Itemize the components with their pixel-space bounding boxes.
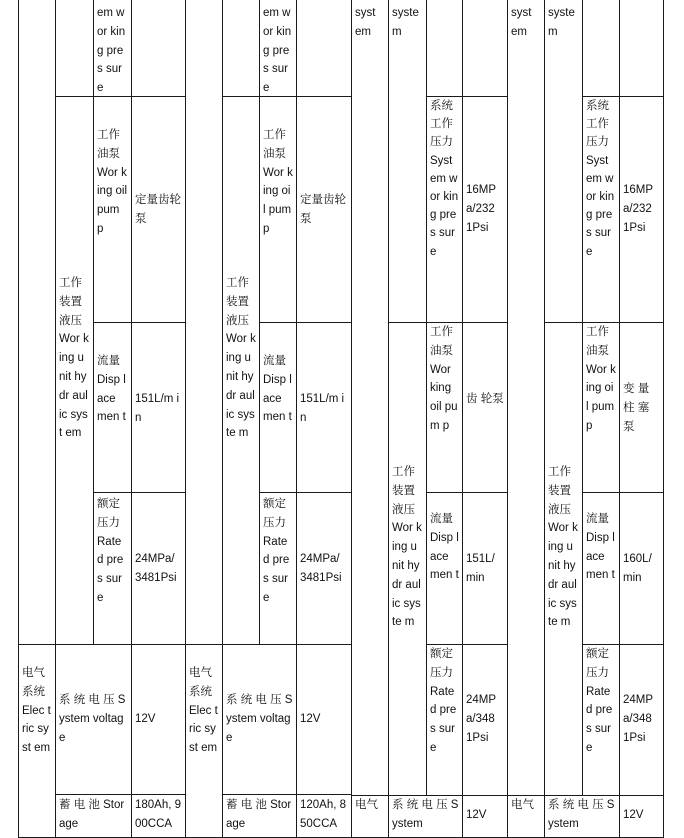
hydraulic-system-cell: 工作装置液压 Wor king unit hydr aulic syst em [55, 96, 94, 645]
electric-system-cell: 电气系统 Elec tric syst em [185, 644, 223, 838]
empty-cell [582, 0, 620, 97]
electric-system-cell: 电气 [351, 795, 389, 838]
hydraulic-system-cell: 工作装置液压 Wor king unit hydr aulic syste m [544, 322, 583, 796]
battery-value-cell: 180Ah, 900CCA [131, 794, 186, 838]
system-voltage-label-cell: 系 统 电 压 System voltage [222, 644, 297, 795]
empty-cell [296, 0, 352, 97]
empty-cell [619, 0, 664, 97]
flow-label-cell: 流量 Disp lace men t [582, 492, 620, 645]
pump-label-cell: 工作油泵 Wor king oil pum p [259, 96, 297, 323]
system-voltage-label-cell: 系 统 电 压 System voltage [55, 644, 132, 795]
empty-cell [185, 0, 223, 645]
empty-cell [131, 0, 186, 97]
system-voltage-value-cell: 12V [619, 795, 664, 838]
battery-value-cell: 120Ah, 850CCA [296, 794, 352, 838]
flow-value-cell: 151L/m in [131, 322, 186, 493]
rated-pressure-value-cell: 24MP a/348 1Psi [619, 644, 664, 796]
pump-label-cell: 工作油泵 Wor king oil pum p [426, 322, 463, 493]
system-cell: syste m [544, 0, 583, 323]
system-voltage-value-cell: 12V [131, 644, 186, 795]
system-pressure-label-cell: 系统工作压力 Syst em wor king pres sure [582, 96, 620, 323]
flow-label-cell: 流量 Disp lace men t [93, 322, 132, 493]
system-cell: syst em [507, 0, 545, 796]
pump-value-cell: 齿 轮泵 [462, 322, 508, 493]
hydraulic-system-cell: 工作装置液压 Wor king unit hydr aulic syste m [222, 96, 260, 645]
system-pressure-value-cell: 16MP a/232 1Psi [462, 96, 508, 323]
empty-cell [55, 0, 94, 97]
rated-pressure-label-cell: 额定压力 Rate d pres sure [426, 644, 463, 796]
empty-cell [18, 0, 56, 645]
pump-value-cell: 定量齿轮泵 [296, 96, 352, 323]
flow-label-cell: 流量 Disp lace men t [259, 322, 297, 493]
battery-label-cell: 蓄 电 池 Storage [55, 794, 132, 838]
rated-pressure-label-cell: 额定压力 Rate d pres sure [93, 492, 132, 645]
empty-cell [222, 0, 260, 97]
system-voltage-label-cell: 系 统 电 压 System [544, 795, 620, 838]
system-cell: syste m [388, 0, 427, 323]
rated-pressure-value-cell: 24MPa/ 3481Psi [296, 492, 352, 645]
hydraulic-system-cell: 工作装置液压 Wor king unit hydr aulic syste m [388, 322, 427, 796]
empty-cell [462, 0, 508, 97]
system-voltage-label-cell: 系 统 电 压 System [388, 795, 463, 838]
system-voltage-value-cell: 12V [296, 644, 352, 795]
system-voltage-value-cell: 12V [462, 795, 508, 838]
rated-pressure-value-cell: 24MP a/348 1Psi [462, 644, 508, 796]
empty-cell [426, 0, 463, 97]
battery-label-cell: 蓄 电 池 Storage [222, 794, 297, 838]
electric-system-cell: 电气 [507, 795, 545, 838]
flow-label-cell: 流量 Disp lace men t [426, 492, 463, 645]
rated-pressure-label-cell: 额定压力 Rate d pres sure [259, 492, 297, 645]
rated-pressure-value-cell: 24MPa/ 3481Psi [131, 492, 186, 645]
flow-value-cell: 151L/ min [462, 492, 508, 645]
pressure-label-cell: em wor king pres sure [259, 0, 297, 97]
system-pressure-label-cell: 系统工作压力 Syst em wor king pres sure [426, 96, 463, 323]
system-pressure-value-cell: 16MP a/232 1Psi [619, 96, 664, 323]
pump-label-cell: 工作油泵 Wor king oil pum p [582, 322, 620, 493]
rated-pressure-label-cell: 额定压力 Rate d pres sure [582, 644, 620, 796]
electric-system-cell: 电气系统 Elec tric syst em [18, 644, 56, 838]
pressure-label-cell: em wor king pres sure [93, 0, 132, 97]
flow-value-cell: 160L/ min [619, 492, 664, 645]
pump-label-cell: 工作油泵 Wor king oil pum p [93, 96, 132, 323]
flow-value-cell: 151L/m in [296, 322, 352, 493]
pump-value-cell: 变 量 柱 塞 泵 [619, 322, 664, 493]
pump-value-cell: 定量齿轮泵 [131, 96, 186, 323]
system-cell: syst em [351, 0, 389, 796]
